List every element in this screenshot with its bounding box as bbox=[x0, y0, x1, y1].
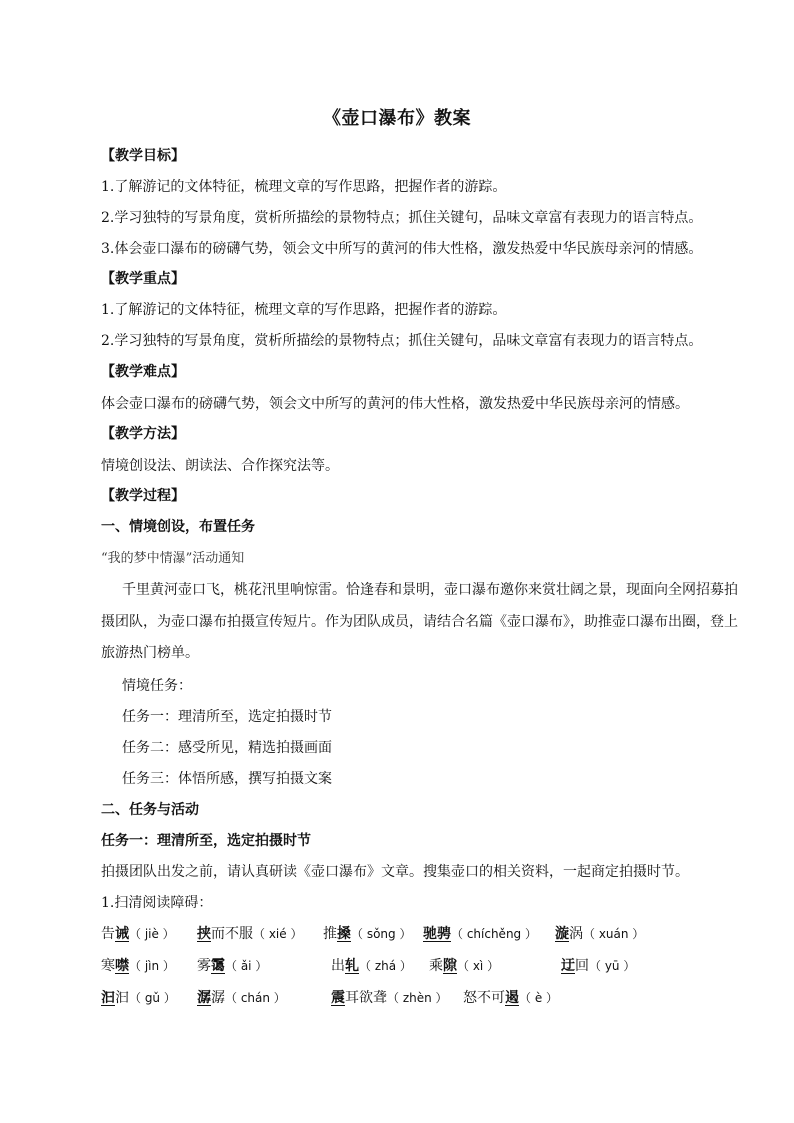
intro-paragraph-line-1: 千里黄河壶口飞，桃花汛里响惊雷。恰逢春和景明，壶口瀑布邀你来赏壮阔之景，现面向全网招募拍 bbox=[122, 582, 738, 598]
key-item-2: 2.学习独特的写景角度，赏析所描绘的景物特点；抓住关键句，品味文章富有表现力的语言特点。 bbox=[101, 333, 703, 349]
vocab-item: 驰骋（ chíchěng ） bbox=[423, 926, 537, 942]
vocab-item: 出轧（ zhá ） bbox=[331, 958, 412, 974]
vocab-item: 雾霭（ ǎi ） bbox=[197, 958, 268, 974]
goal-item-3: 3.体会壶口瀑布的磅礴气势，领会文中所写的黄河的伟大性格，激发热爱中华民族母亲河的情感。 bbox=[101, 241, 703, 257]
section-2-heading: 二、任务与活动 bbox=[101, 802, 199, 818]
vocab-item: 挟而不服（ xié ） bbox=[197, 926, 303, 942]
intro-paragraph-line-2: 摄团队，为壶口瀑布拍摄宣传短片。作为团队成员，请结合名篇《壶口瀑布》，助推壶口瀑布出圈，登上 bbox=[101, 614, 738, 630]
vocab-item: 推搡（ sǒng ） bbox=[323, 926, 412, 942]
goal-item-2: 2.学习独特的写景角度，赏析所描绘的景物特点；抓住关键句，品味文章富有表现力的语言特点。 bbox=[101, 210, 703, 226]
vocab-item: 告诫（ jiè ） bbox=[101, 926, 175, 942]
difficulty-item-1: 体会壶口瀑布的磅礴气势，领会文中所写的黄河的伟大性格，激发热爱中华民族母亲河的情感。 bbox=[101, 396, 689, 412]
vocab-item: 潺潺（ chán ） bbox=[197, 990, 286, 1006]
situation-task-2: 任务二：感受所见，精选拍摄画面 bbox=[122, 740, 332, 756]
situation-task-1: 任务一：理清所至，选定拍摄时节 bbox=[122, 709, 332, 725]
vocab-item: 震耳欲聋（ zhèn ） bbox=[331, 990, 448, 1006]
situation-task-3: 任务三：体悟所感，撰写拍摄文案 bbox=[122, 771, 332, 787]
heading-teaching-goals: 【教学目标】 bbox=[101, 148, 185, 164]
heading-teaching-method: 【教学方法】 bbox=[101, 426, 185, 442]
key-item-1: 1.了解游记的文体特征，梳理文章的写作思路，把握作者的游踪。 bbox=[101, 302, 507, 318]
vocab-item: 寒噤（ jìn ） bbox=[101, 958, 175, 974]
vocab-item: 乘隙（ xì ） bbox=[429, 958, 500, 974]
task-1-heading: 任务一：理清所至，选定拍摄时节 bbox=[101, 833, 311, 849]
vocab-item: 汩汩（ gǔ ） bbox=[101, 990, 176, 1006]
heading-teaching-key: 【教学重点】 bbox=[101, 271, 185, 287]
method-item-1: 情境创设法、朗读法、合作探究法等。 bbox=[101, 458, 339, 474]
vocab-item: 迂回（ yū ） bbox=[561, 958, 636, 974]
activity-notice-title: “我的梦中情瀑”活动通知 bbox=[101, 551, 245, 566]
heading-teaching-difficulty: 【教学难点】 bbox=[101, 364, 185, 380]
section-1-heading: 一、情境创设，布置任务 bbox=[101, 519, 255, 535]
vocab-item: 怒不可遏（ è ） bbox=[463, 990, 559, 1006]
goal-item-1: 1.了解游记的文体特征，梳理文章的写作思路，把握作者的游踪。 bbox=[101, 179, 507, 195]
task-1-paragraph: 拍摄团队出发之前，请认真研读《壶口瀑布》文章。搜集壶口的相关资料，一起商定拍摄时节。 bbox=[101, 864, 689, 880]
heading-teaching-process: 【教学过程】 bbox=[101, 488, 185, 504]
vocab-item: 漩涡（ xuán ） bbox=[555, 926, 645, 942]
situation-task-title: 情境任务： bbox=[122, 678, 192, 694]
reading-obstacles-title: 1.扫清阅读障碍： bbox=[101, 895, 213, 911]
document-title: 《壶口瀑布》教案 bbox=[323, 108, 471, 129]
intro-paragraph-line-3: 旅游热门榜单。 bbox=[101, 645, 199, 661]
